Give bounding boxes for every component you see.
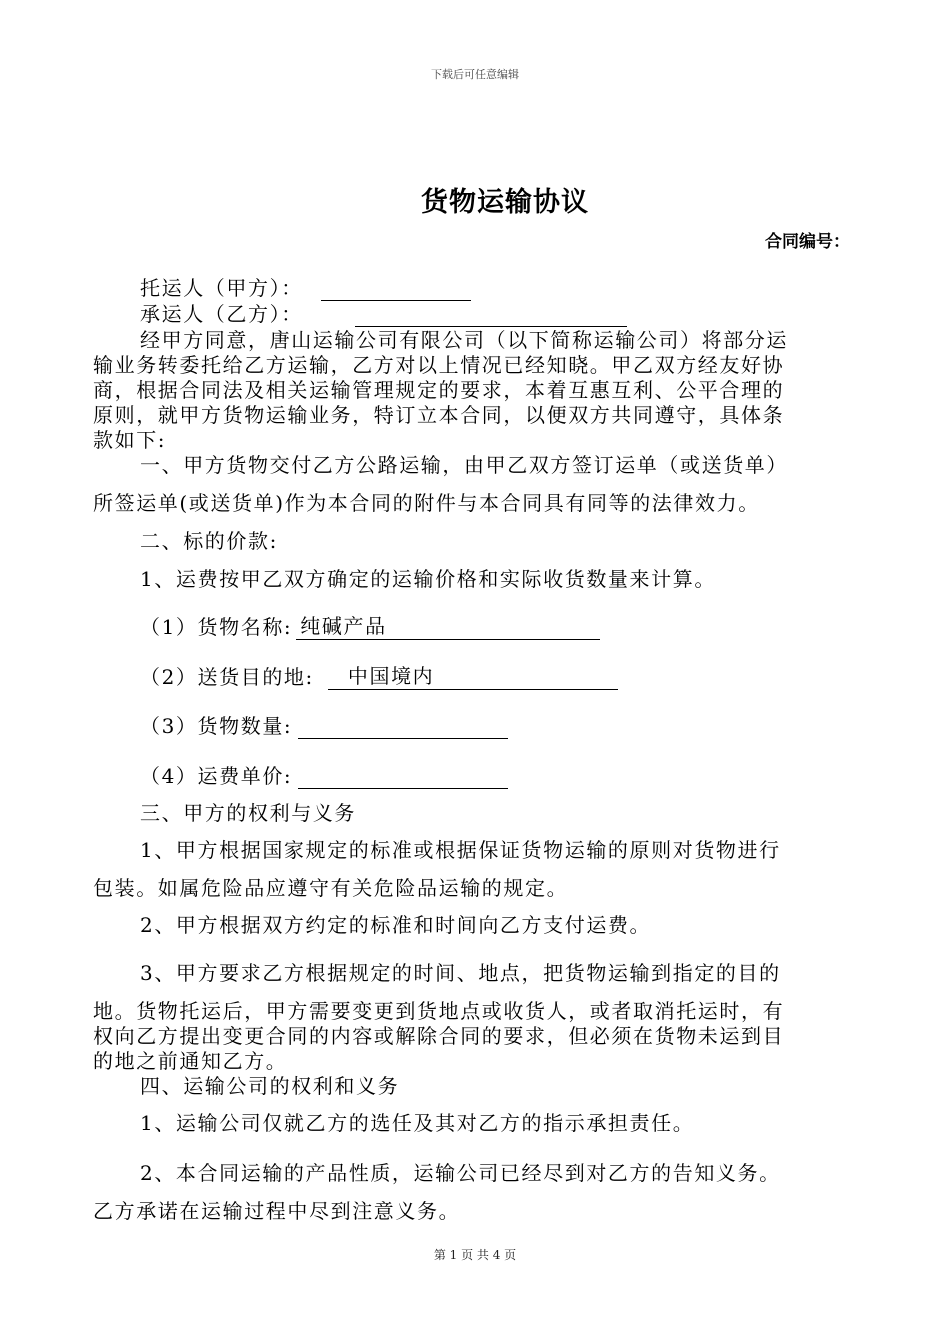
section2-item1: 1、运费按甲乙双方确定的运输价格和实际收货数量来计算。 xyxy=(140,567,716,591)
party-a-label: 托运人（甲方）： xyxy=(140,276,303,300)
field-quantity xyxy=(140,710,508,739)
intro-line: 输业务转委托给乙方运输，乙方对以上情况已经知晓。甲乙双方经友好协 xyxy=(93,353,785,377)
field-value[interactable] xyxy=(298,766,508,789)
field-value[interactable]: 纯碱产品 xyxy=(296,610,600,640)
section4-item2-line: 乙方承诺在运输过程中尽到注意义务。 xyxy=(93,1199,461,1223)
section3-item3-line: 的地之前通知乙方。 xyxy=(93,1049,288,1073)
section1-line: 一、甲方货物交付乙方公路运输，由甲乙双方签订运单（或送货单） xyxy=(140,453,788,477)
document-title: 货物运输协议 xyxy=(421,187,589,218)
section3-item3-line: 地。货物托运后，甲方需要变更到货地点或收货人，或者取消托运时，有 xyxy=(93,999,785,1023)
field-label: （3）货物数量: xyxy=(140,714,293,738)
party-b-label: 承运人（乙方）： xyxy=(140,302,303,326)
field-label: （4）运费单价: xyxy=(140,764,293,788)
intro-line: 款如下: xyxy=(93,428,167,452)
intro-line: 商，根据合同法及相关运输管理规定的要求，本着互惠互利、公平合理的 xyxy=(93,378,785,402)
section4-heading: 四、运输公司的权利和义务 xyxy=(140,1074,400,1098)
field-label: （2）送货目的地: xyxy=(140,665,314,689)
section2-heading: 二、标的价款: xyxy=(140,529,278,553)
intro-line: 经甲方同意，唐山运输公司有限公司（以下简称运输公司）将部分运 xyxy=(140,328,788,352)
section3-heading: 三、甲方的权利与义务 xyxy=(140,801,356,825)
field-label: （1）货物名称: xyxy=(140,615,293,639)
field-goods-name xyxy=(140,610,600,640)
section3-item1-line: 1、甲方根据国家规定的标准或根据保证货物运输的原则对货物进行 xyxy=(140,838,781,862)
contract-number-label: 合同编号： xyxy=(765,232,850,252)
section3-item3-line: 3、甲方要求乙方根据规定的时间、地点，把货物运输到指定的目的 xyxy=(140,961,781,985)
section3-item1-line: 包装。如属危险品应遵守有关危险品运输的规定。 xyxy=(93,876,569,900)
field-value[interactable]: 中国境内 xyxy=(328,660,618,690)
section3-item3-line: 权向乙方提出变更合同的内容或解除合同的要求，但必须在货物未运到目 xyxy=(93,1024,785,1048)
field-unit-price xyxy=(140,760,508,789)
intro-line: 原则，就甲方货物运输业务，特订立本合同，以便双方共同遵守，具体条 xyxy=(93,403,785,427)
field-destination xyxy=(140,660,618,690)
page-header-note: 下载后可任意编辑 xyxy=(431,68,519,81)
party-b-row xyxy=(140,298,627,327)
section3-item2: 2、甲方根据双方约定的标准和时间向乙方支付运费。 xyxy=(140,913,652,937)
field-value[interactable] xyxy=(298,716,508,739)
page-number: 第 1 页 共 4 页 xyxy=(433,1248,517,1262)
party-a-row xyxy=(140,272,471,301)
section4-item2-line: 2、本合同运输的产品性质，运输公司已经尽到对乙方的告知义务。 xyxy=(140,1161,781,1185)
section4-item1: 1、运输公司仅就乙方的选任及其对乙方的指示承担责任。 xyxy=(140,1111,695,1135)
section1-line: 所签运单(或送货单)作为本合同的附件与本合同具有同等的法律效力。 xyxy=(93,491,760,515)
